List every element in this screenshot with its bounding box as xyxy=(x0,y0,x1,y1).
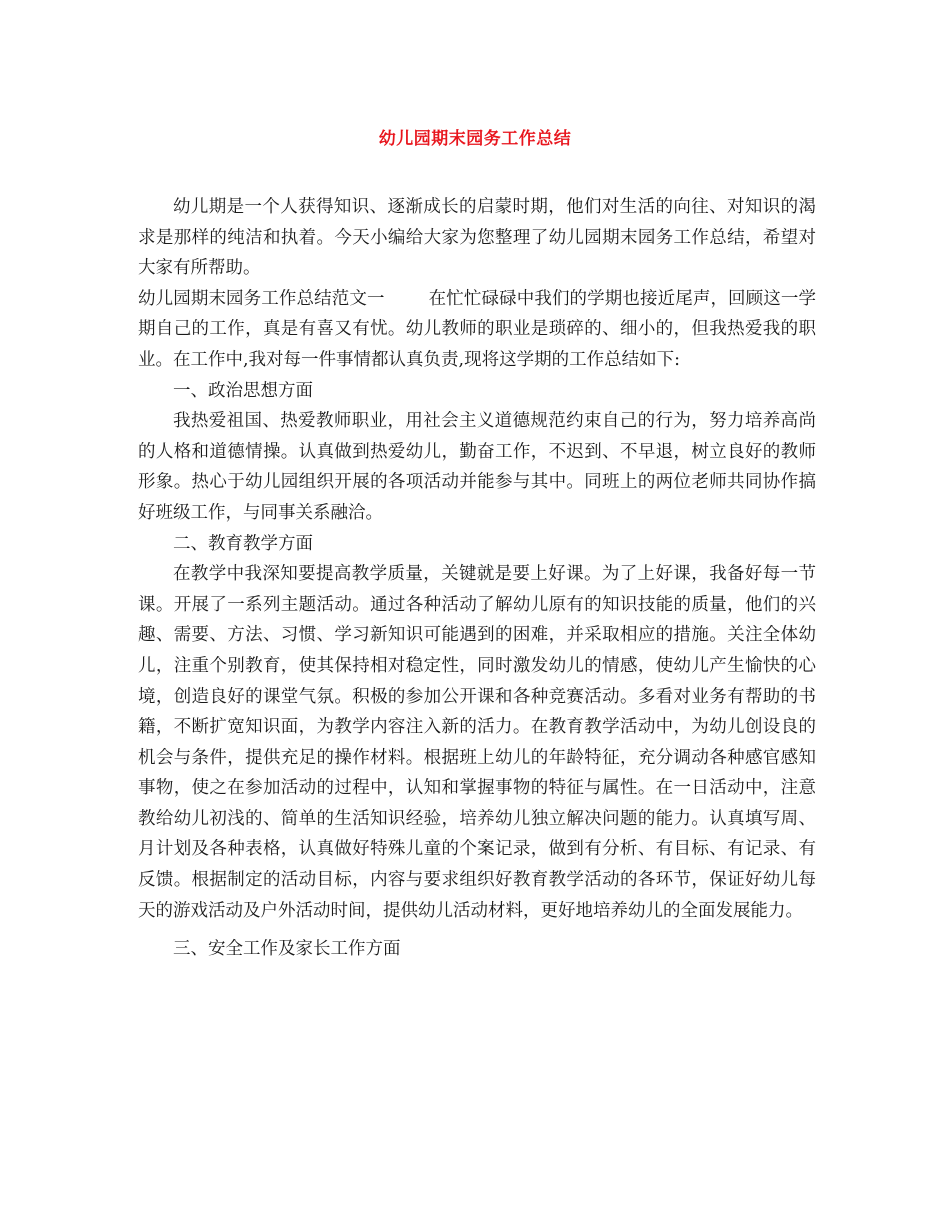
document-title: 幼儿园期末园务工作总结 xyxy=(378,129,572,149)
section-1-body: 我热爱祖国、热爱教师职业，用社会主义道德规范约束自己的行为，努力培养高尚的人格和道德情操。认真做到热爱幼儿，勤奋工作，不迟到、不早退，树立良好的教师形象。热心于幼儿园组织开展的各项活动并能参与其中。同班上的两位老师共同协作搞好班级工作，与同事关系融洽。 xyxy=(138,411,816,523)
sample-heading: 幼儿园期末园务工作总结范文一 xyxy=(138,288,385,309)
document-body xyxy=(138,192,816,965)
section-2-body: 在教学中我深知要提高教学质量，关键就是要上好课。为了上好课，我备好每一节课。开展了一系列主题活动。通过各种活动了解幼儿原有的知识技能的质量，他们的兴趣、需要、方法、习惯、学习新知识可能遇到的困难，并采取相应的措施。关注全体幼儿，注重个别教育，使其保持相对稳定性，同时激发幼儿的情感，使幼儿产生愉快的心境，创造良好的课堂气氛。积极的参加公开课和各种竞赛活动。多看对业务有帮助的书籍，不断扩宽知识面，为教学内容注入新的活力。在教育教学活动中，为幼儿创设良的机会与条件，提供充足的操作材料。根据班上幼儿的年龄特征，充分调动各种感官感知事物，使之在参加活动的过程中，认知和掌握事物的特征与属性。在一日活动中，注意教给幼儿初浅的、简单的生活知识经验，培养幼儿独立解决问题的能力。认真填写周、月计划及各种表格，认真做好特殊儿童的个案记录，做到有分析、有目标、有记录、有反馈。根据制定的活动目标，内容与要求组织好教育教学活动的各环节，保证好幼儿每天的游戏活动及户外活动时间，提供幼儿活动材料，更好地培养幼儿的全面发展能力。 xyxy=(138,564,816,921)
section-3-heading: 三、安全工作及家长工作方面 xyxy=(173,939,401,960)
sample-paragraph xyxy=(138,284,816,376)
intro-paragraph: 幼儿期是一个人获得知识、逐渐成长的启蒙时期，他们对生活的向往、对知识的渴求是那样的纯洁和执着。今天小编给大家为您整理了幼儿园期末园务工作总结，希望对大家有所帮助。 xyxy=(138,197,816,279)
section-1-heading: 一、政治思想方面 xyxy=(173,380,313,401)
sample-opening: 在忙忙碌碌中我们的学期也接近尾声，回顾这一学期自己的工作，真是有喜又有忧。幼儿教师的职业是琐碎的、细小的，但我热爱我的职业。在工作中,我对每一件事情都认真负责,现将这学期的工作总结如下: xyxy=(138,288,817,370)
section-2-heading: 二、教育教学方面 xyxy=(173,533,313,554)
